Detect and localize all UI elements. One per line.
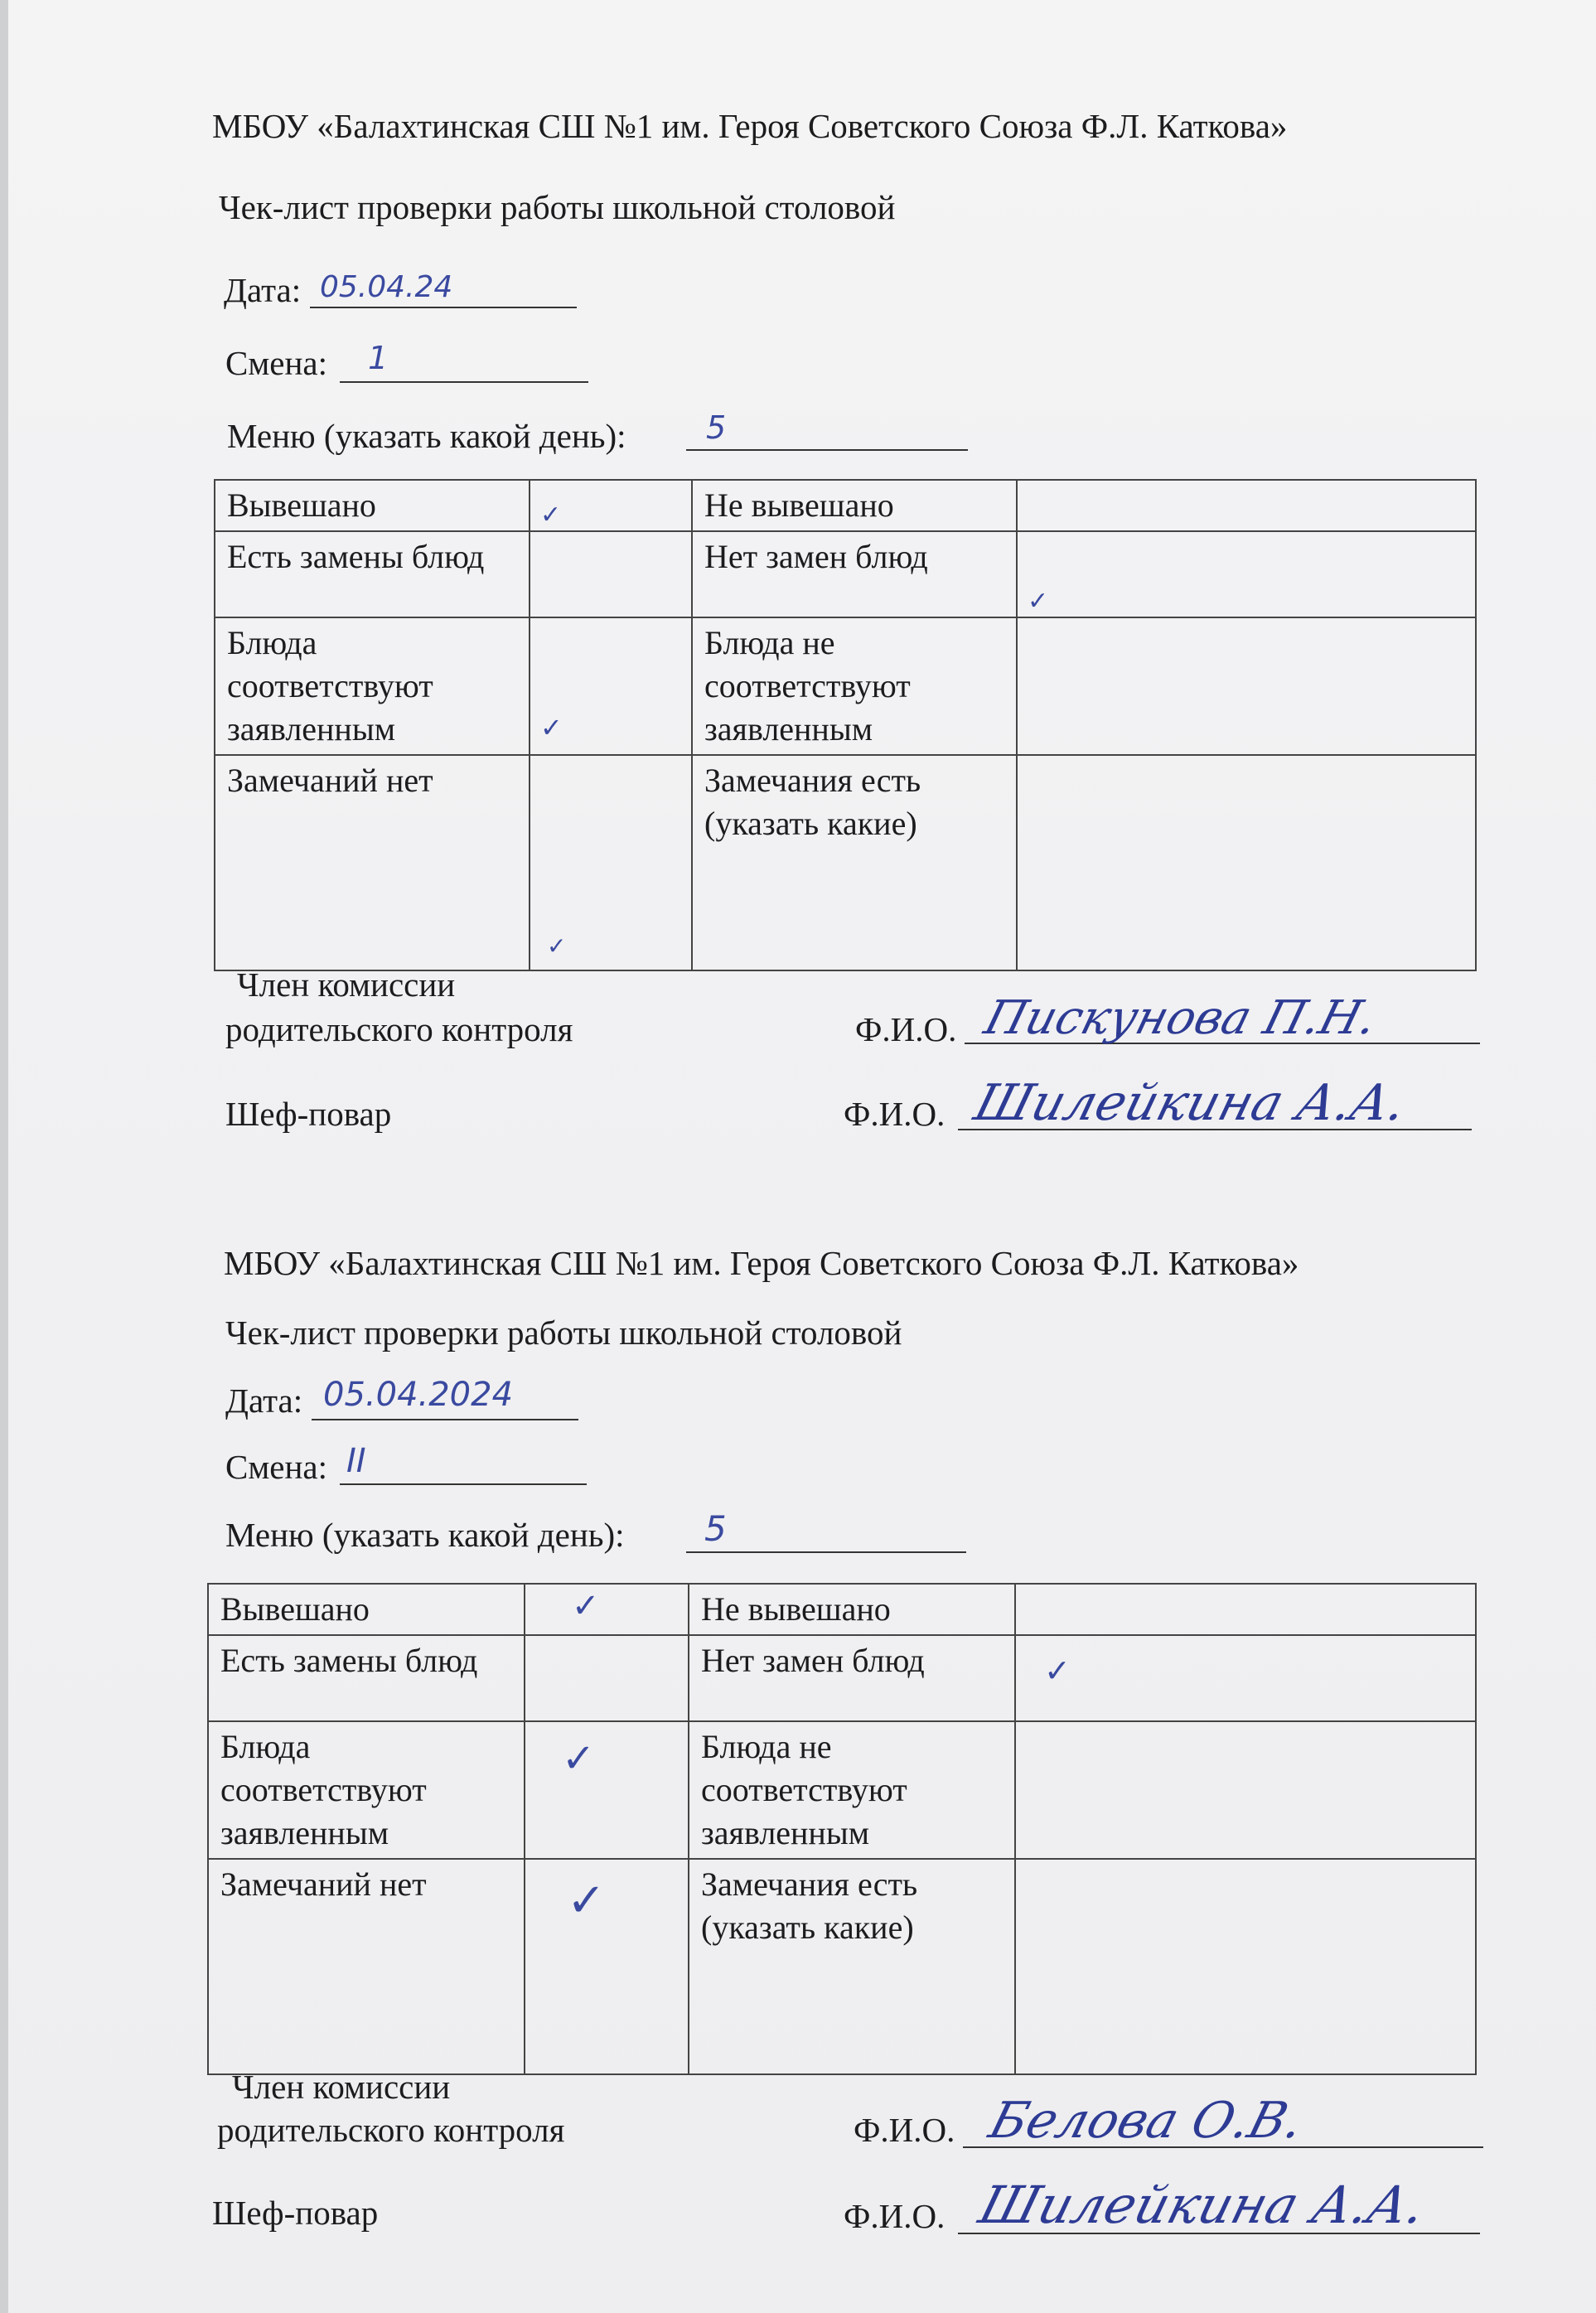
mark-replacements[interactable] <box>525 1635 689 1721</box>
date-underline <box>310 307 577 308</box>
label-remarks: Замечания есть (указать какие) <box>701 1865 918 1946</box>
fio-label: Ф.И.О. <box>854 2111 955 2149</box>
shift-underline <box>340 381 588 383</box>
label-no-remarks: Замечаний нет <box>227 762 433 799</box>
label-dishes-match: Блюда соответствуют заявленным <box>227 624 433 748</box>
mark-replacements[interactable] <box>530 531 692 617</box>
mark-not-posted[interactable] <box>1015 1584 1476 1635</box>
shift-label: Смена: <box>225 344 328 382</box>
school-name: МБОУ «Балахтинская СШ №1 им. Героя Советского Союза Ф.Л. Каткова» <box>224 1244 1299 1282</box>
chef-signature[interactable]: Шилейкина А.А. <box>973 2175 1433 2235</box>
date-value[interactable]: 05.04.2024 <box>323 1376 514 1414</box>
check-mark-icon: ✓ <box>562 1735 596 1782</box>
mark-remarks[interactable] <box>1017 755 1476 970</box>
mark-remarks[interactable] <box>1015 1859 1476 2074</box>
shift-value[interactable]: II <box>346 1442 366 1480</box>
mark-no-remarks[interactable] <box>530 755 692 970</box>
menu-label: Меню (указать какой день): <box>227 417 626 455</box>
mark-posted[interactable] <box>525 1584 689 1635</box>
date-label: Дата: <box>225 1382 303 1420</box>
mark-dishes-match[interactable] <box>530 617 692 755</box>
fio-label: Ф.И.О. <box>855 1010 957 1048</box>
fio-label: Ф.И.О. <box>844 1095 946 1133</box>
check-mark-icon: ✓ <box>1028 587 1049 616</box>
cell-posted <box>215 480 530 531</box>
cell-replacements <box>208 1635 525 1721</box>
cell-not-posted <box>689 1584 1015 1635</box>
member-signature[interactable]: Белова О.В. <box>983 2092 1310 2150</box>
menu-value[interactable]: 5 <box>706 409 727 446</box>
check-mark-icon: ✓ <box>1044 1652 1071 1689</box>
mark-no-remarks[interactable] <box>525 1859 689 2074</box>
fio-label: Ф.И.О. <box>844 2197 946 2235</box>
label-no-remarks: Замечаний нет <box>220 1865 427 1903</box>
label-no-replacements: Нет замен блюд <box>704 538 928 575</box>
cell-remarks <box>692 755 1017 970</box>
form-title: Чек-лист проверки работы школьной столовой <box>225 1314 902 1352</box>
shift-underline <box>340 1483 587 1485</box>
date-value[interactable]: 05.04.24 <box>320 270 453 304</box>
date-underline <box>312 1419 578 1420</box>
menu-label: Меню (указать какой день): <box>225 1516 625 1554</box>
cell-no-replacements <box>689 1635 1015 1721</box>
chef-signature[interactable]: Шилейкина А.А. <box>968 1074 1413 1132</box>
label-dishes-match: Блюда соответствуют заявленным <box>220 1728 427 1851</box>
cell-no-remarks <box>215 755 530 970</box>
member-label-line2: родительского контроля <box>217 2111 565 2149</box>
mark-dishes-match[interactable] <box>525 1721 689 1859</box>
check-mark-icon: ✓ <box>572 1587 600 1625</box>
cell-posted <box>208 1584 525 1635</box>
member-label-line2: родительского контроля <box>225 1010 573 1048</box>
mark-dishes-mismatch[interactable] <box>1015 1721 1476 1859</box>
label-posted: Вывешано <box>220 1590 370 1628</box>
member-label-line1: Член комиссии <box>232 2068 451 2106</box>
checklist-table <box>214 479 1477 971</box>
date-label: Дата: <box>224 271 302 309</box>
menu-value[interactable]: 5 <box>704 1508 727 1549</box>
label-not-posted: Не вывешано <box>704 486 894 524</box>
label-replacements: Есть замены блюд <box>227 538 485 575</box>
form-title: Чек-лист проверки работы школьной столовой <box>219 188 896 226</box>
check-mark-icon: ✓ <box>540 712 563 743</box>
checklist-table <box>207 1583 1477 2075</box>
cell-no-replacements <box>692 531 1017 617</box>
cell-dishes-mismatch <box>689 1721 1015 1859</box>
label-dishes-mismatch: Блюда не соответствуют заявленным <box>704 624 911 748</box>
mark-no-replacements[interactable] <box>1017 531 1476 617</box>
chef-label: Шеф-повар <box>212 2194 379 2232</box>
label-replacements: Есть замены блюд <box>220 1642 478 1679</box>
label-not-posted: Не вывешано <box>701 1590 891 1628</box>
mark-not-posted[interactable] <box>1017 480 1476 531</box>
cell-dishes-match <box>208 1721 525 1859</box>
cell-dishes-match <box>215 617 530 755</box>
label-no-replacements: Нет замен блюд <box>701 1642 925 1679</box>
cell-no-remarks <box>208 1859 525 2074</box>
label-remarks: Замечания есть (указать какие) <box>704 762 921 842</box>
shift-label: Смена: <box>225 1448 328 1486</box>
cell-dishes-mismatch <box>692 617 1017 755</box>
cell-not-posted <box>692 480 1017 531</box>
mark-no-replacements[interactable] <box>1015 1635 1476 1721</box>
member-label-line1: Член комиссии <box>237 965 456 1004</box>
cell-replacements <box>215 531 530 617</box>
check-mark-icon: ✓ <box>540 501 562 530</box>
mark-dishes-mismatch[interactable] <box>1017 617 1476 755</box>
label-posted: Вывешано <box>227 486 376 524</box>
label-dishes-mismatch: Блюда не соответствуют заявленным <box>701 1728 907 1851</box>
cell-remarks <box>689 1859 1015 2074</box>
mark-posted[interactable] <box>530 480 692 531</box>
chef-label: Шеф-повар <box>225 1095 392 1133</box>
member-signature[interactable]: Пискунова П.Н. <box>979 991 1383 1045</box>
menu-underline <box>686 449 968 451</box>
check-mark-icon: ✓ <box>567 1874 606 1928</box>
shift-value[interactable]: 1 <box>368 340 389 376</box>
menu-underline <box>686 1551 966 1553</box>
check-mark-icon: ✓ <box>547 932 567 960</box>
school-name: МБОУ «Балахтинская СШ №1 им. Героя Советского Союза Ф.Л. Каткова» <box>212 107 1288 145</box>
